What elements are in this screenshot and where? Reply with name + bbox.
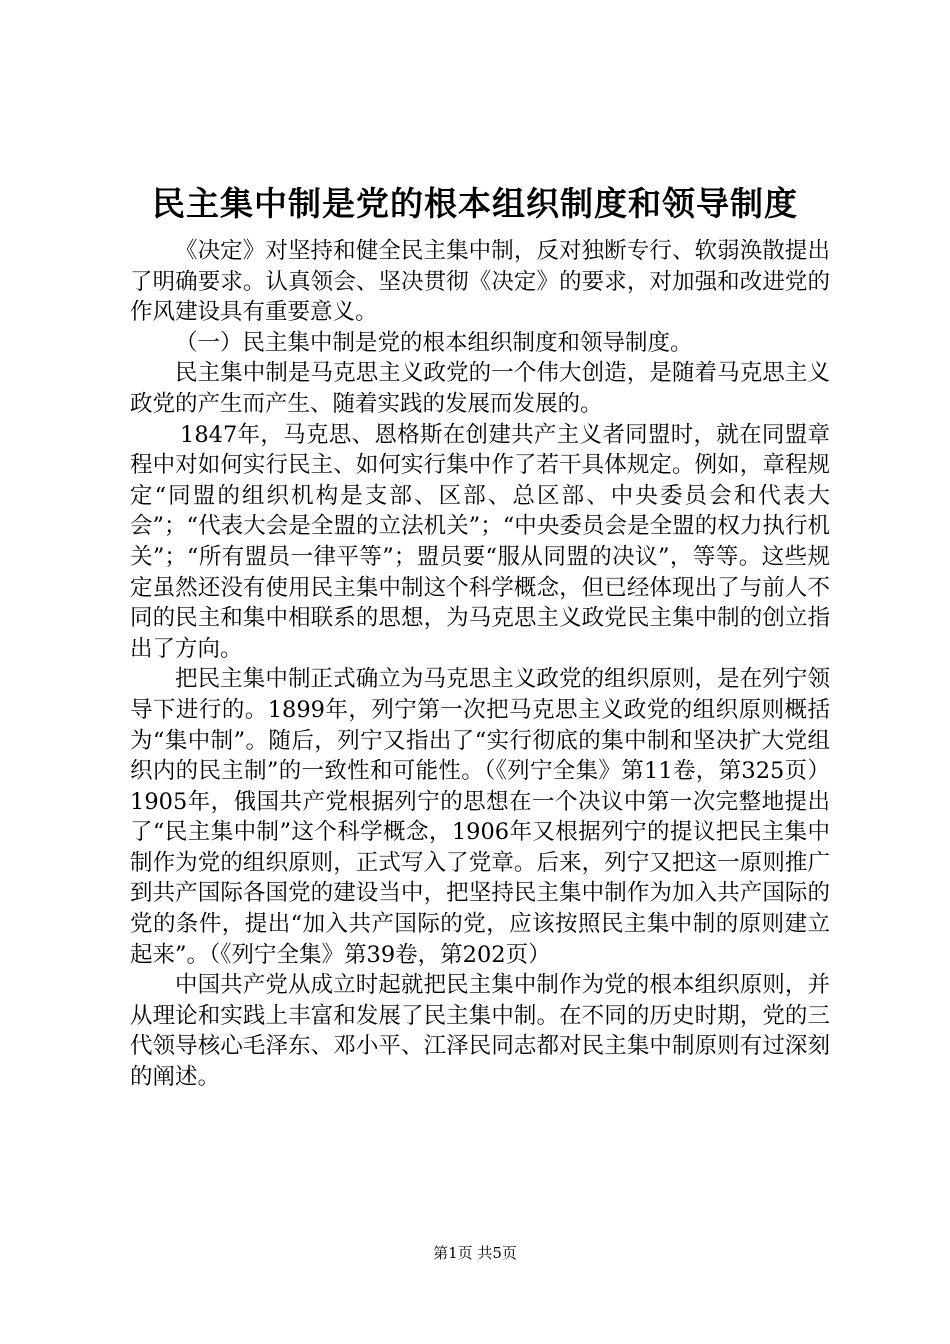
paragraph-cpc: 中国共产党从成立时起就把民主集中制作为党的根本组织原则，并从理论和实践上丰富和发展了民主集中制。在不同的历史时期，党的三代领导核心毛泽东、邓小平、江泽民同志都对民主集中制原则有过深刻的阐述。 xyxy=(130,972,830,1091)
document-body xyxy=(130,236,830,1093)
paragraph-origin: 民主集中制是马克思主义政党的一个伟大创造，是随着马克思主义政党的产生而产生、随着实践的发展而发展的。 xyxy=(130,360,830,417)
paragraph-section-heading: （一）民主集中制是党的根本组织制度和领导制度。 xyxy=(175,329,693,356)
paragraph-1847: 1847年，马克思、恩格斯在创建共产主义者同盟时，就在同盟章程中对如何实行民主、如何实行集中作了若干具体规定。例如，章程规定“同盟的组织机构是支部、区部、总区部、中央委员会和代表大会”；“代表大会是全盟的立法机关”；“中央委员会是全盟的权力执行机关”；“所有盟员一律平等”；盟员要“服从同盟的决议”，等等。这些规定虽然还没有使用民主集中制这个科学概念，但已经体现出了与前人不同的民主和集中相联系的思想，为马克思主义政党民主集中制的创立指出了方向。 xyxy=(130,421,830,662)
page-footer: 第1页 共5页 xyxy=(433,1244,517,1262)
paragraph-intro: 《决定》对坚持和健全民主集中制，反对独断专行、软弱涣散提出了明确要求。认真领会、坚决贯彻《决定》的要求，对加强和改进党的作风建设具有重要意义。 xyxy=(130,238,830,326)
document-title: 民主集中制是党的根本组织制度和领导制度 xyxy=(152,184,798,223)
paragraph-lenin: 把民主集中制正式确立为马克思主义政党的组织原则，是在列宁领导下进行的。1899年，列宁第一次把马克思主义政党的组织原则概括为“集中制”。随后，列宁又指出了“实行彻底的集中制和坚决扩大党组织内的民主制”的一致性和可能性。（《列宁全集》第11卷，第325页）1905年，俄国共产党根据列宁的思想在一个决议中第一次完整地提出了“民主集中制”这个科学概念，1906年又根据列宁的提议把民主集中制作为党的组织原则，正式写入了党章。后来，列宁又把这一原则推广到共产国际各国党的建设当中，把坚持民主集中制作为加入共产国际的党的条件，提出“加入共产国际的党，应该按照民主集中制的原则建立起来”。（《列宁全集》第39卷，第202页） xyxy=(130,666,830,968)
